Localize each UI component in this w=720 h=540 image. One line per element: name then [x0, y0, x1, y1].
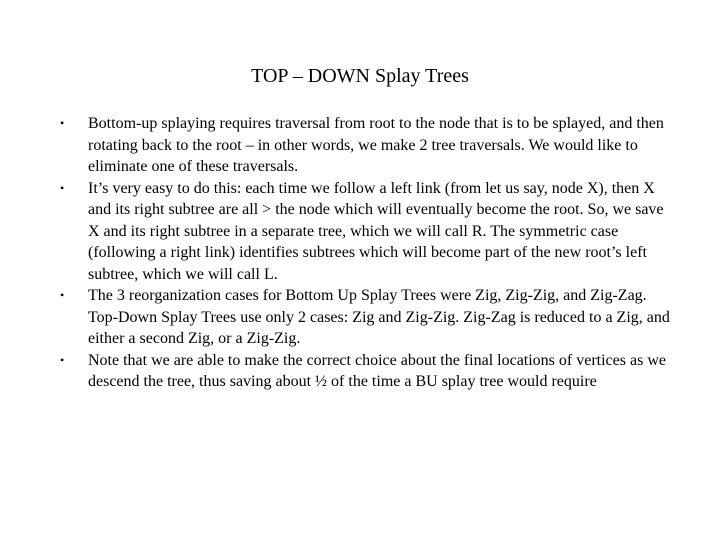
bullet-text: Bottom-up splaying requires traversal from root to the node that is to be splayed, and then rotating back to the root – in other words, we make 2 tree traversals. We would like to eliminate one of these traversals.: [88, 115, 664, 175]
bullet-text: The 3 reorganization cases for Bottom Up Splay Trees were Zig, Zig-Zig, and Zig-Zag. Top-Down Splay Trees use only 2 cases: Zig and Zig-Zig. Zig-Zag is reduced to a Zig, and either a second Zig, or a Zig-Zig.: [88, 287, 670, 347]
slide-title: TOP – DOWN Splay Trees: [251, 65, 469, 87]
bullet-list: [60, 113, 670, 393]
bullet-glyph: •: [60, 352, 65, 367]
bullet-text: Note that we are able to make the correct choice about the final locations of vertices as we descend the tree, thus saving about ½ of the time a BU splay tree would require: [88, 351, 666, 390]
bullet-item-3: [60, 285, 670, 350]
bullet-glyph: •: [60, 180, 65, 195]
bullet-item-4: [60, 350, 670, 393]
bullet-glyph: •: [60, 116, 65, 130]
bullet-text: It’s very easy to do this: each time we follow a left link (from let us say, node X), then X and its right subtree are all > the node which will eventually become the root. So, we save X and its right subtree in a separate tree, which we will call R. The symmetric case (following a right link) identifies subtrees which will become part of the new root’s left subtree, which we will call L.: [88, 179, 664, 283]
bullet-item-1: [60, 113, 670, 178]
bullet-item-2: [60, 178, 670, 286]
bullet-glyph: •: [60, 288, 65, 302]
